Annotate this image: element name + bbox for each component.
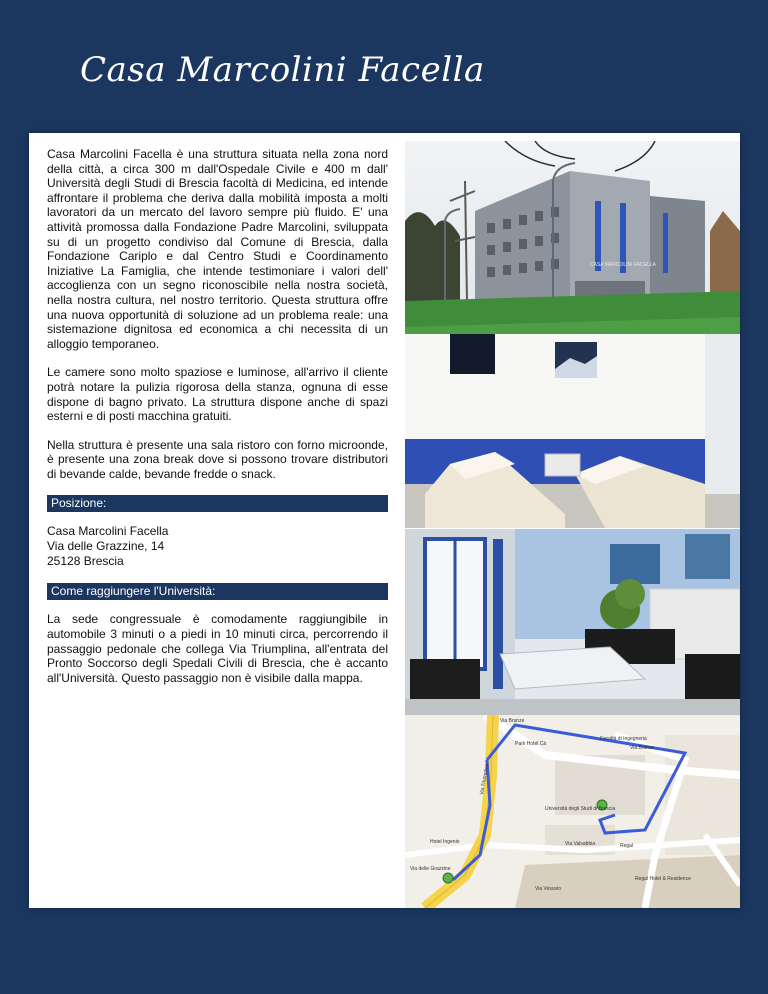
- intro-paragraph: Casa Marcolini Facella è una struttura situata nella zona nord della città, a circa 300 m dall'Ospedale Civile e 400 m dall' Università degli Studi di Brescia facoltà di Medicina, ed intende affrontare il problema che deriva dalla mobilità imposta a molti lavoratori da un mercato del lavoro sempre più fluido. E' una attività promossa dalla Fondazione Padre Marcolini, sviluppata su di un progetto condiviso dal Comune di Brescia, dalla Fondazione Cariplo e dal Centro Studi e Coordinamento Iniziative La Famiglia, che intende testimoniare i valori dell' accoglienza con un segno riconoscibile nella nostra società, nella nostra cultura, nel nostro territorio. Questa struttura offre una nuova opportunità di soluzione ad un problema reale: una sistemazione dignitosa ed economica a chi necessita di un alloggio temporaneo.: [47, 147, 388, 351]
- map-label-regal: Regal: [620, 843, 634, 849]
- map-label-via-vesuvio: Via Vesuvio: [535, 886, 562, 892]
- map-label-hotel-ingenio: Hotel Ingenio: [430, 839, 460, 845]
- left-band: [0, 0, 28, 994]
- map-label-via-branze: Via Branze: [500, 718, 525, 724]
- content-panel: [29, 133, 740, 908]
- lounge-photo: [405, 529, 740, 715]
- address-line-3: 25128 Brescia: [47, 554, 124, 569]
- map-label-facolta: Facoltà di Ingegneria: [600, 736, 647, 742]
- map-label-universita: Università degli Studi di Brescia: [545, 806, 616, 812]
- building-sign: CASA MARCOLINI FACELLA: [590, 262, 656, 268]
- map-label-via-branze-2: Via Branze: [630, 745, 655, 751]
- map-label-via-triumplina: Via Triumplina: [479, 763, 491, 796]
- building-photo: [405, 141, 740, 337]
- address-line-1: Casa Marcolini Facella: [47, 524, 169, 539]
- services-paragraph: Nella struttura è presente una sala ristoro con forno microonde, è presente una zona break dove si possono trovare distributori di bevande calde, bevande fredde o snack.: [47, 437, 388, 481]
- position-heading: Posizione:: [47, 495, 388, 512]
- map-label-park-hotel: Park Hotel Cà: [515, 741, 547, 747]
- address-line-2: Via delle Grazzine, 14: [47, 539, 165, 554]
- address-block: [47, 524, 388, 569]
- directions-paragraph: La sede congressuale è comodamente raggiungibile in automobile 3 minuti o a piedi in 10 minuti circa, percorrendo il passaggio pedonale che collega Via Triumplina, all'entrata del Pronto Soccorso degli Spedali Civili di Brescia, che è accanto all'Università. Questo passaggio non è visibile dalla mappa.: [47, 612, 388, 685]
- bedroom-photo: [405, 334, 740, 528]
- rooms-paragraph: Le camere sono molto spaziose e luminose, all'arrivo il cliente potrà notare la pulizia rigorosa della stanza, ognuna di esse dispone di bagno privato. La struttura dispone anche di spazi esterni e di posti macchina gratuiti.: [47, 365, 388, 424]
- text-column: [47, 147, 388, 699]
- directions-heading: Come raggiungere l'Università:: [47, 583, 388, 600]
- map-label-regal-hotel: Regal Hotel & Residence: [635, 876, 691, 882]
- map-label-via-valsabbia: Via Valsabbia: [565, 841, 596, 847]
- page-title: Casa Marcolini Facella: [80, 50, 485, 90]
- location-map: [405, 715, 740, 908]
- map-label-via-grazzine: Via delle Grazzine: [410, 866, 451, 872]
